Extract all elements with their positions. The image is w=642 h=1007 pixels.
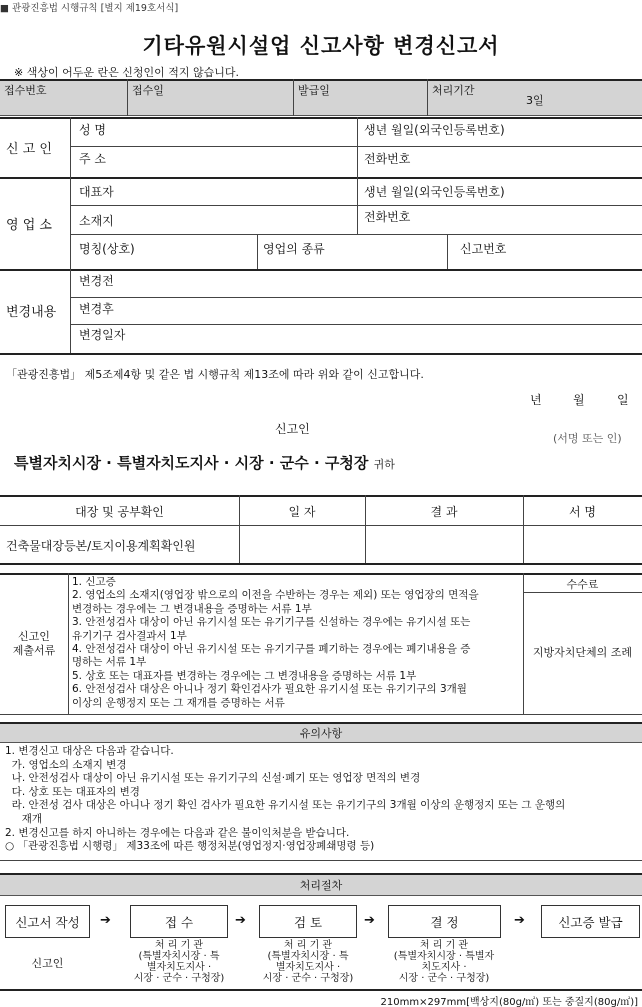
business-rep-label: 대표자 [79,185,114,199]
recipient-suffix: 귀하 [373,458,395,471]
verify-col-sign: 서 명 [569,505,596,519]
required-document-line: 4. 안전성검사 대상이 아닌 유기시설 또는 유기기구를 폐기하는 경우에는 폐기내용을 증 [72,643,471,655]
required-document-line: 2. 영업소의 소재지(영업장 밖으로의 이전을 수반하는 경우는 제외) 또는 영업장의 면적을 [72,589,479,602]
signer-label: 신고인 [275,422,310,436]
process-actor-applicant: 신고인 [31,957,64,970]
recipient-title [14,452,395,473]
verify-col-result: 결 과 [430,505,458,519]
arrow-icon: ➔ [514,913,525,928]
caution-line: 2. 변경신고를 하지 아니하는 경우에는 다음과 같은 불이익처분을 받습니다. [5,826,350,839]
required-document-line: 유기기구 검사결과서 1부 [72,629,187,642]
change-date-label: 변경일자 [79,328,126,342]
caution-title: 유의사항 [299,727,343,740]
arrow-icon: ➔ [235,913,246,928]
applicant-section-label: 신 고 인 [6,142,52,157]
process-actor-agency-3: 처 리 기 관 (특별자치시장 · 특별자 치도지사 · 시장 · 군수 · 구청장) [393,940,495,984]
process-step-write: 신고서 작성 [5,905,90,938]
caution-line: 가. 영업소의 소재지 변경 [5,758,127,771]
required-document-line: 1. 신고증 [72,576,116,588]
business-type-label: 영업의 종류 [263,242,325,256]
required-document-line: 5. 상호 또는 대표자를 변경하는 경우에는 그 변경내용을 증명하는 서류 1부 [72,669,417,682]
process-step-review: 검 토 [259,905,357,938]
docs-label-submission: 제출서류 [12,644,56,657]
required-document-line: 3. 안전성검사 대상이 아닌 유기시설 또는 유기기구를 신설하는 경우에는 유기시설 또는 [72,616,471,629]
recipient-name: 특별자치시장 · 특별자치도지사 · 시장 · 군수 · 구청장 [14,454,369,472]
change-before-label: 변경전 [79,274,114,288]
required-document-line: 명하는 서류 1부 [72,656,147,669]
business-section-label: 영 업 소 [6,218,52,233]
applicant-name-label: 성 명 [79,123,106,137]
arrow-icon: ➔ [364,913,375,928]
applicant-phone-label: 전화번호 [364,152,411,166]
process-step-decision: 결 정 [388,905,501,938]
business-trade-name-label: 명칭(상호) [79,242,135,256]
change-section-label: 변경내용 [6,305,57,320]
business-phone-label: 전화번호 [364,210,411,224]
caution-line: 재개 [5,813,42,825]
applicant-birth-label: 생년 월일(외국인등록번호) [364,123,505,137]
required-document-line: 변경하는 경우에는 그 변경내용을 증명하는 서류 1부 [72,602,312,615]
applicant-address-label: 주 소 [79,152,106,166]
verify-col-date: 일 자 [288,505,316,519]
caution-line: 라. 안전성 검사 대상은 아니나 정기 확인 검사가 필요한 유기시설 또는 유기기구의 3개월 이상의 운행정지 또는 그 운행의 [5,799,566,812]
business-report-no-label: 신고번호 [460,242,507,256]
receipt-no-label: 접수번호 [4,84,47,97]
process-title: 처리절차 [299,879,343,892]
fee-value: 지방자치단체의 조례 [532,646,633,659]
date-month: 월 [573,393,585,407]
caution-line: ○ 「관광진흥법 시행령」 제33조에 따른 행정처분(영업정지·영업장폐쇄명령 등) [5,840,375,853]
required-document-line: 6. 안전성검사 대상은 아니나 정기 확인검사가 필요한 유기시설 또는 유기기구의 3개월 [72,683,467,696]
caution-line: 1. 변경신고 대상은 다음과 같습니다. [5,745,174,757]
date-day: 일 [617,393,629,407]
fee-label: 수수료 [566,578,599,591]
notice-text: ※ 색상이 어두운 란은 신청인이 적지 않습니다. [14,66,239,79]
process-actor-agency-2: 처 리 기 관 (특별자치시장 · 특 별자치도지사 · 시장 · 군수 · 구청장) [262,940,354,984]
business-location-label: 소재지 [79,214,114,228]
signature-note: (서명 또는 인) [553,432,622,445]
form-title: 기타유원시설업 신고사항 변경신고서 [142,34,500,58]
issue-date-label: 발급일 [298,84,330,97]
business-birth-label: 생년 월일(외국인등록번호) [364,185,505,199]
receipt-date-label: 접수일 [132,84,164,97]
verify-col-records: 대장 및 공부확인 [75,505,164,519]
process-step-receive: 접 수 [130,905,228,938]
process-step-issue: 신고증 발급 [541,905,640,938]
required-document-line: 이상의 운행정지 또는 그 재개를 증명하는 서류 [72,696,285,709]
paper-spec: 210mm×297mm[백상지(80g/㎡) 또는 중질지(80g/㎡)] [380,997,638,1007]
docs-label-submitter: 신고인 [18,630,50,643]
caution-line: 나. 안전성검사 대상이 아닌 유기시설 또는 유기기구의 신설·폐기 또는 영업장 면적의 변경 [5,772,421,785]
processing-period-value: 3일 [526,94,544,107]
declaration-statement: 「관광진흥법」 제5조제4항 및 같은 법 시행규칙 제13조에 따라 위와 같이 신고합니다. [6,368,424,381]
processing-period-label: 처리기간 [432,84,475,97]
change-after-label: 변경후 [79,302,114,316]
verify-row-building-register: 건축물대장등본/토지이용계획확인원 [6,539,196,553]
arrow-icon: ➔ [100,913,111,928]
date-year: 년 [530,393,542,407]
process-actor-agency-1: 처 리 기 관 (특별자치시장 · 특 별자치도지사 · 시장 · 군수 · 구청장) [133,940,225,984]
form-reference: ■ 관광진흥법 시행규칙 [별지 제19호서식] [0,3,179,14]
caution-line: 다. 상호 또는 대표자의 변경 [5,785,140,798]
